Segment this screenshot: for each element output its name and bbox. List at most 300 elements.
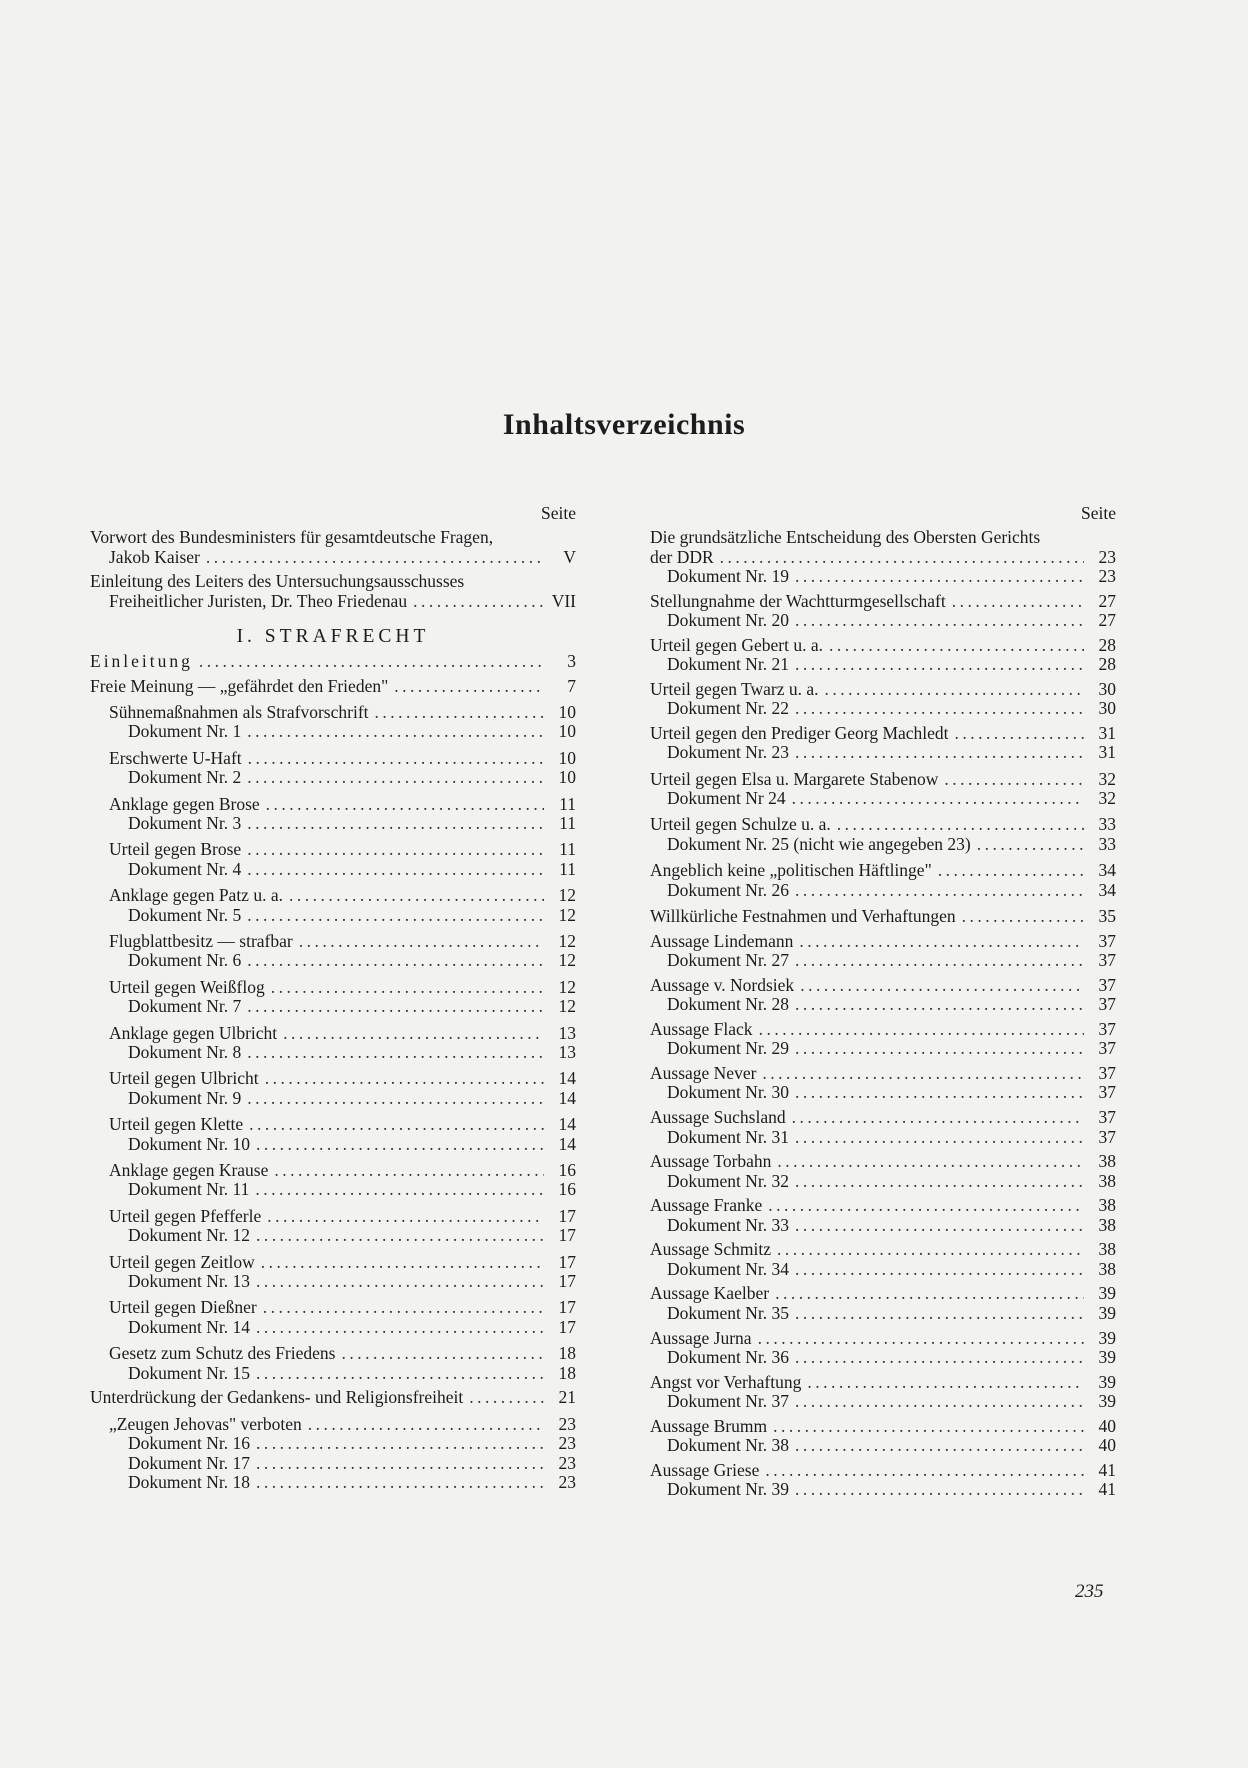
toc-entry-page: 30 <box>1098 678 1116 699</box>
toc-entry-page: 31 <box>1098 742 1116 763</box>
toc-entry-title: Einleitung <box>90 651 193 672</box>
toc-entry <box>90 1089 576 1109</box>
toc-entry-page: 39 <box>1098 1283 1116 1304</box>
toc-entry-title: Aussage Griese <box>650 1459 760 1480</box>
toc-entry-title: Willkürliche Festnahmen und Verhaftungen <box>650 906 956 927</box>
toc-entry-title: Dokument Nr. 17 <box>128 1452 251 1473</box>
toc-entry <box>90 886 576 906</box>
toc-entry-title: Dokument Nr. 19 <box>667 566 790 586</box>
toc-entry-title: Dokument Nr. 36 <box>667 1347 790 1367</box>
section-heading <box>90 625 576 649</box>
toc-entry-title: Dokument Nr. 12 <box>128 1225 251 1246</box>
toc-entry-page: 11 <box>559 839 576 860</box>
toc-entry <box>90 1473 576 1493</box>
toc-entry <box>90 749 576 769</box>
toc-entry-page: 10 <box>558 767 576 788</box>
toc-entry <box>90 1043 576 1063</box>
toc-entry <box>650 1172 1116 1192</box>
toc-entry-title: Urteil gegen den Prediger Georg Machledt <box>650 722 949 743</box>
toc-entry-page: 14 <box>558 1087 576 1108</box>
toc-entry <box>650 932 1116 952</box>
leader-dots <box>248 749 544 769</box>
toc-entry-title: Aussage Never <box>650 1062 757 1083</box>
toc-entry <box>650 528 1116 548</box>
toc-entry-page: 28 <box>1098 634 1116 655</box>
toc-entry-page: 38 <box>1098 1239 1116 1260</box>
leader-dots <box>962 907 1084 927</box>
toc-entry <box>650 1196 1116 1216</box>
toc-entry-page: 37 <box>1098 930 1116 951</box>
leader-dots <box>267 1207 544 1227</box>
leader-dots <box>247 722 544 742</box>
toc-entry <box>650 1348 1116 1368</box>
toc-entry-page: 41 <box>1098 1459 1116 1480</box>
leader-dots <box>394 677 544 697</box>
toc-entry-page: 31 <box>1098 722 1116 743</box>
toc-entry <box>650 1284 1116 1304</box>
toc-entry <box>650 1216 1116 1236</box>
toc-entry-page: 37 <box>1098 1062 1116 1083</box>
toc-entry <box>90 768 576 788</box>
toc-entry <box>650 1083 1116 1103</box>
leader-dots <box>952 592 1084 612</box>
toc-entry-page: 11 <box>559 813 576 834</box>
leader-dots <box>199 652 544 672</box>
leader-dots <box>837 815 1084 835</box>
toc-entry-page: 37 <box>1098 1038 1116 1059</box>
toc-entry-page: 32 <box>1098 768 1116 789</box>
leader-dots <box>795 1216 1084 1236</box>
toc-entry <box>90 1180 576 1200</box>
toc-entry-page: 33 <box>1098 833 1116 854</box>
toc-entry-title: Dokument Nr. 18 <box>128 1472 251 1493</box>
toc-entry <box>90 906 576 926</box>
toc-entry-title: Dokument Nr. 1 <box>128 721 242 742</box>
toc-entry-title: Vorwort des Bundesministers für gesamtdeutsche Fragen, <box>90 527 494 547</box>
toc-entry <box>90 572 576 592</box>
leader-dots <box>800 976 1084 996</box>
toc-entry-page: 39 <box>1098 1371 1116 1392</box>
toc-entry-title: Dokument Nr. 4 <box>128 858 242 879</box>
toc-entry-title: Urteil gegen Schulze u. a. <box>650 814 831 835</box>
toc-entry-title: Jakob Kaiser <box>109 546 200 567</box>
toc-entry-title: Urteil gegen Klette <box>109 1114 244 1135</box>
toc-entry-page: 10 <box>558 721 576 742</box>
toc-entry-page: 37 <box>1098 974 1116 995</box>
toc-entry-title: Dokument Nr. 6 <box>128 950 242 971</box>
toc-entry-title: Anklage gegen Ulbricht <box>109 1022 278 1043</box>
toc-entry-page: 17 <box>558 1271 576 1292</box>
toc-entry-title: Dokument Nr. 32 <box>667 1170 790 1191</box>
toc-entry-page: 38 <box>1098 1151 1116 1172</box>
toc-entry-page: 7 <box>567 675 576 696</box>
leader-dots <box>944 770 1084 790</box>
toc-entry-page: 38 <box>1098 1170 1116 1191</box>
toc-entry <box>90 592 576 612</box>
leader-dots <box>795 881 1084 901</box>
leader-dots <box>765 1461 1084 1481</box>
toc-entry-title: I. STRAFRECHT <box>236 625 430 647</box>
page-title: Inhaltsverzeichnis <box>502 408 746 441</box>
toc-entry-title: Aussage Schmitz <box>650 1239 772 1260</box>
toc-entry-title: Dokument Nr. 2 <box>128 767 242 788</box>
toc-entry-title: Anklage gegen Patz u. a. <box>109 885 283 906</box>
toc-entry-page: 10 <box>558 747 576 768</box>
toc-entry-page: 38 <box>1098 1195 1116 1216</box>
toc-entry <box>90 814 576 834</box>
toc-entry-page: 17 <box>558 1316 576 1337</box>
page-number: 235 <box>1075 1581 1104 1602</box>
leader-dots <box>413 592 544 612</box>
toc-entry <box>650 1152 1116 1172</box>
toc-entry <box>650 567 1116 587</box>
toc-entry-page: 12 <box>558 885 576 906</box>
toc-entry-page: 12 <box>558 996 576 1017</box>
toc-entry-title: Dokument Nr. 15 <box>128 1362 251 1383</box>
toc-entry-title: Dokument Nr. 11 <box>128 1179 250 1200</box>
toc-right-column <box>650 498 1116 1500</box>
toc-entry-title: Urteil gegen Weißflog <box>109 976 265 997</box>
leader-dots <box>263 1298 544 1318</box>
toc-entry-title: Freie Meinung — „gefährdet den Frieden" <box>90 675 389 696</box>
toc-entry <box>650 770 1116 790</box>
toc-entry-page: 33 <box>1098 814 1116 835</box>
toc-entry <box>90 1024 576 1044</box>
toc-entry-page: 14 <box>558 1114 576 1135</box>
toc-entry-title: Flugblattbesitz — strafbar <box>109 930 293 951</box>
toc-entry-title: Dokument Nr. 28 <box>667 994 790 1015</box>
toc-entry-title: Urteil gegen Gebert u. a. <box>650 634 823 655</box>
toc-rows-right <box>650 528 1116 1500</box>
toc-entry-title: Dokument Nr. 27 <box>667 950 790 971</box>
leader-dots <box>977 835 1084 855</box>
toc-entry <box>90 978 576 998</box>
toc-entry-title: Urteil gegen Ulbricht <box>109 1068 259 1089</box>
toc-entry-title: Aussage Suchsland <box>650 1107 786 1128</box>
toc-entry-title: Dokument Nr. 3 <box>128 813 242 834</box>
toc-entry-page: 37 <box>1098 1082 1116 1103</box>
toc-entry-page: 38 <box>1098 1214 1116 1235</box>
toc-entry <box>650 611 1116 631</box>
toc-entry-page: 17 <box>558 1297 576 1318</box>
toc-entry-page: 17 <box>558 1225 576 1246</box>
toc-entry-title: Dokument Nr. 29 <box>667 1038 790 1059</box>
toc-entry-title: Unterdrückung der Gedankens- und Religionsfreiheit <box>90 1387 464 1408</box>
toc-entry-page: 17 <box>558 1251 576 1272</box>
toc-entry <box>90 1272 576 1292</box>
leader-dots <box>759 1020 1084 1040</box>
toc-entry-page: 12 <box>558 930 576 951</box>
toc-entry-page: 27 <box>1098 610 1116 631</box>
leader-dots <box>469 1388 544 1408</box>
leader-dots <box>341 1344 544 1364</box>
toc-entry-page: 23 <box>558 1452 576 1473</box>
toc-entry-title: Dokument Nr. 35 <box>667 1302 790 1323</box>
toc-entry <box>650 548 1116 568</box>
toc-entry <box>90 1434 576 1454</box>
leader-dots <box>795 743 1084 763</box>
leader-dots <box>247 1043 544 1063</box>
toc-entry <box>650 815 1116 835</box>
toc-entry <box>90 840 576 860</box>
toc-entry <box>90 932 576 952</box>
toc-entry <box>650 835 1116 855</box>
leader-dots <box>795 951 1084 971</box>
toc-entry <box>90 548 576 568</box>
leader-dots <box>795 995 1084 1015</box>
toc-entry <box>90 677 576 697</box>
leader-dots <box>247 860 544 880</box>
leader-dots <box>795 567 1084 587</box>
toc-entry-page: 17 <box>558 1205 576 1226</box>
toc-entry-title: Urteil gegen Brose <box>109 839 242 860</box>
leader-dots <box>762 1064 1084 1084</box>
toc-entry <box>650 1128 1116 1148</box>
leader-dots <box>256 1135 544 1155</box>
toc-entry-page: 27 <box>1098 590 1116 611</box>
leader-dots <box>283 1024 544 1044</box>
leader-dots <box>266 795 544 815</box>
toc-entry <box>650 995 1116 1015</box>
toc-entry-page: 16 <box>558 1159 576 1180</box>
toc-entry-title: Die grundsätzliche Entscheidung des Obersten Gerichts <box>650 527 1041 547</box>
toc-entry-page: 16 <box>558 1179 576 1200</box>
toc-entry-page: 11 <box>559 858 576 879</box>
leader-dots <box>795 1392 1084 1412</box>
toc-entry <box>90 951 576 971</box>
leader-dots <box>206 548 544 568</box>
toc-entry-page: 38 <box>1098 1258 1116 1279</box>
leader-dots <box>795 1436 1084 1456</box>
leader-dots <box>299 932 544 952</box>
toc-entry <box>650 655 1116 675</box>
toc-entry-title: Angst vor Verhaftung <box>650 1371 802 1392</box>
toc-entry-page: 23 <box>558 1413 576 1434</box>
toc-entry-title: Angeblich keine „politischen Häftlinge" <box>650 860 932 881</box>
leader-dots <box>720 548 1084 568</box>
leader-dots <box>795 1348 1084 1368</box>
toc-entry-title: Dokument Nr. 16 <box>128 1433 251 1454</box>
toc-entry <box>650 1020 1116 1040</box>
toc-entry <box>650 881 1116 901</box>
toc-entry <box>650 592 1116 612</box>
toc-entry <box>90 1454 576 1474</box>
toc-entry-title: Dokument Nr. 31 <box>667 1126 790 1147</box>
toc-entry-page: 39 <box>1098 1327 1116 1348</box>
toc-entry <box>650 907 1116 927</box>
toc-entry-title: Dokument Nr. 37 <box>667 1391 790 1412</box>
toc-entry <box>650 789 1116 809</box>
leader-dots <box>829 636 1084 656</box>
toc-entry <box>90 1388 576 1408</box>
toc-entry-title: Dokument Nr 24 <box>667 788 786 809</box>
toc-entry <box>90 1069 576 1089</box>
toc-entry-title: Dokument Nr. 30 <box>667 1082 790 1103</box>
toc-entry-title: Einleitung des Leiters des Untersuchungsausschusses <box>90 571 465 592</box>
toc-entry-page: 13 <box>558 1022 576 1043</box>
toc-entry-page: 37 <box>1098 994 1116 1015</box>
leader-dots <box>255 1180 544 1200</box>
leader-dots <box>256 1454 544 1474</box>
leader-dots <box>308 1415 544 1435</box>
toc-entry-title: Dokument Nr. 33 <box>667 1214 790 1235</box>
leader-dots <box>758 1329 1084 1349</box>
seite-label: Seite <box>541 503 576 523</box>
toc-entry-page: 39 <box>1098 1391 1116 1412</box>
leader-dots <box>795 1039 1084 1059</box>
toc-entry <box>90 1364 576 1384</box>
toc-entry <box>650 976 1116 996</box>
toc-entry-page: 10 <box>558 701 576 722</box>
leader-dots <box>795 1304 1084 1324</box>
leader-dots <box>247 906 544 926</box>
toc-entry-page: 21 <box>558 1387 576 1408</box>
leader-dots <box>795 611 1084 631</box>
toc-entry-page: 13 <box>558 1042 576 1063</box>
leader-dots <box>807 1373 1084 1393</box>
toc-entry-title: Dokument Nr. 8 <box>128 1042 242 1063</box>
toc-entry <box>650 1260 1116 1280</box>
leader-dots <box>825 680 1084 700</box>
toc-entry-page: 37 <box>1098 1107 1116 1128</box>
toc-entry <box>650 1108 1116 1128</box>
toc-entry-page: 34 <box>1098 860 1116 881</box>
toc-entry-page: 23 <box>1098 566 1116 586</box>
toc-entry-title: Urteil gegen Pfefferle <box>109 1205 262 1226</box>
toc-entry-page: 28 <box>1098 654 1116 675</box>
leader-dots <box>773 1417 1084 1437</box>
toc-entry-title: Gesetz zum Schutz des Friedens <box>109 1343 336 1364</box>
toc-entry <box>650 1240 1116 1260</box>
toc-entry-page: 32 <box>1098 788 1116 809</box>
toc-entry-title: Dokument Nr. 20 <box>667 610 790 631</box>
toc-entry-title: Dokument Nr. 34 <box>667 1258 790 1279</box>
toc-entry <box>90 1115 576 1135</box>
leader-dots <box>274 1161 544 1181</box>
toc-entry-title: Aussage Lindemann <box>650 930 794 951</box>
toc-entry-title: Dokument Nr. 38 <box>667 1435 790 1456</box>
toc-entry <box>650 861 1116 881</box>
leader-dots <box>375 703 544 723</box>
toc-entry-page: 30 <box>1098 698 1116 719</box>
toc-entry-title: Aussage Flack <box>650 1018 753 1039</box>
toc-entry <box>90 795 576 815</box>
toc-left-column <box>90 498 576 1493</box>
toc-entry <box>650 1304 1116 1324</box>
toc-entry-title: Aussage v. Nordsiek <box>650 974 795 995</box>
toc-entry-page: V <box>563 546 576 567</box>
toc-entry-page: 35 <box>1098 906 1116 927</box>
toc-entry <box>650 743 1116 763</box>
leader-dots <box>795 1083 1084 1103</box>
toc-entry <box>650 680 1116 700</box>
toc-entry-page: 40 <box>1098 1415 1116 1436</box>
toc-entry-page: 12 <box>558 950 576 971</box>
leader-dots <box>768 1196 1084 1216</box>
leader-dots <box>799 932 1084 952</box>
toc-entry-page: 39 <box>1098 1347 1116 1367</box>
toc-entry <box>650 951 1116 971</box>
toc-entry <box>90 1344 576 1364</box>
toc-entry-title: Anklage gegen Krause <box>109 1159 269 1180</box>
leader-dots <box>247 951 544 971</box>
toc-entry-title: Dokument Nr. 13 <box>128 1271 251 1292</box>
toc-entry-page: 3 <box>567 651 576 672</box>
leader-dots <box>256 1272 544 1292</box>
toc-entry <box>90 1135 576 1155</box>
leader-dots <box>261 1253 544 1273</box>
leader-dots <box>795 1128 1084 1148</box>
toc-entry-title: Dokument Nr. 26 <box>667 879 790 900</box>
toc-entry-title: Freiheitlicher Juristen, Dr. Theo Friedenau <box>109 590 408 611</box>
toc-entry-title: Dokument Nr. 7 <box>128 996 242 1017</box>
toc-entry-title: Dokument Nr. 22 <box>667 698 790 719</box>
toc-entry <box>90 652 576 672</box>
toc-entry-title: Urteil gegen Twarz u. a. <box>650 678 819 699</box>
leader-dots <box>256 1434 544 1454</box>
leader-dots <box>271 978 544 998</box>
toc-entry <box>90 703 576 723</box>
leader-dots <box>777 1240 1084 1260</box>
leader-dots <box>256 1318 544 1338</box>
toc-entry <box>650 1417 1116 1437</box>
toc-entry <box>650 1461 1116 1481</box>
leader-dots <box>938 861 1084 881</box>
toc-entry-title: Urteil gegen Zeitlow <box>109 1251 255 1272</box>
toc-entry-title: Dokument Nr. 25 (nicht wie angegeben 23) <box>667 833 971 854</box>
toc-entry-page: 12 <box>558 976 576 997</box>
leader-dots <box>247 997 544 1017</box>
toc-entry-page: 37 <box>1098 1126 1116 1147</box>
leader-dots <box>795 1260 1084 1280</box>
toc-entry <box>650 724 1116 744</box>
toc-entry-title: Urteil gegen Dießner <box>109 1297 257 1318</box>
toc-entry-page: 14 <box>558 1068 576 1089</box>
toc-entry-title: Dokument Nr. 5 <box>128 904 242 925</box>
toc-entry-title: der DDR <box>650 546 714 567</box>
toc-entry <box>650 1392 1116 1412</box>
leader-dots <box>247 840 544 860</box>
toc-entry <box>650 1064 1116 1084</box>
leader-dots <box>249 1115 544 1135</box>
toc-entry <box>90 1298 576 1318</box>
toc-entry-title: Dokument Nr. 9 <box>128 1087 242 1108</box>
toc-entry <box>90 528 576 548</box>
toc-entry-page: 14 <box>558 1133 576 1154</box>
toc-entry-title: „Zeugen Jehovas" verboten <box>109 1413 302 1434</box>
toc-entry-title: Aussage Torbahn <box>650 1151 772 1172</box>
toc-entry-page: 37 <box>1098 950 1116 971</box>
toc-entry <box>90 722 576 742</box>
toc-entry-page: 23 <box>1098 546 1116 567</box>
leader-dots <box>955 724 1084 744</box>
leader-dots <box>247 814 544 834</box>
toc-entry-page: 39 <box>1098 1302 1116 1323</box>
toc-rows-left <box>90 528 576 1493</box>
toc-entry <box>90 1161 576 1181</box>
leader-dots <box>777 1152 1084 1172</box>
toc-entry-title: Aussage Franke <box>650 1195 763 1216</box>
leader-dots <box>265 1069 544 1089</box>
toc-entry-page: 40 <box>1098 1435 1116 1456</box>
toc-entry-title: Aussage Brumm <box>650 1415 768 1436</box>
leader-dots <box>256 1226 544 1246</box>
toc-entry <box>650 1480 1116 1500</box>
toc-entry <box>90 860 576 880</box>
toc-entry <box>650 1373 1116 1393</box>
leader-dots <box>256 1364 544 1384</box>
leader-dots <box>247 1089 544 1109</box>
